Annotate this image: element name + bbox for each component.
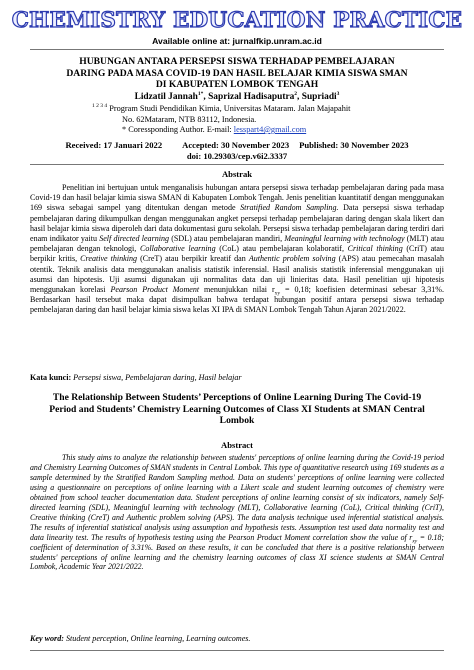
affiliation-address: No. 62Mataram, NTB 83112, Indonesia. [122, 114, 257, 124]
abstrak-body: Penelitian ini bertujuan untuk menganalisis hubungan antara persepsi siswa terhadap pembelajaran daring pada masa Covid-19 dan hasil belajar kimia siswa SMAN di Kabupaten Lombok Tengah. Jenis penelitian kuantitatif dengan menggunakan 169 siswa sebagai sampel yang ditentukan dengan metode Stratified Random Sampling. Data persepsi siswa terhadap pembelajaran daring dikumpulkan dengan menggunakan angket persepsi terhadap pembelajaran daring dengan skala likert dan hasil belajar kimia siswa diperoleh dari data dokumentasi guru sekolah. Persepsi siswa terhadap pembelajaran daring terdiri dari enam indikator yaitu Self directed learning (SDL) atau pembelajaran mandiri, Meaningful learning with technology (MLT) atau pembelajaran dengan teknologi, Collaborative learning (CoL) atau pembelajaran kolaboratif, Critical thinking (CriT) atau berpikir kritis, Creative thinking (CreT) atau berpikir kreatif dan Authentic problem solving (APS) atau pemecahan masalah otentik. Teknik analisis data menggunakan analisis statistik inferensial. Hasil analisis statistik inferensial menggunakan uji asumsi dan hipotesis. Uji asumsi digunakan uji normalitas data dan uji linieritas data. Hasil penelitian uji hipotesis menggunakan korelasi Pearson Product Moment menunjukkan nilai $r_{xy} = 0,18$; koefisien determinasi sebesar 3,31%. Berdasarkan hasil tersebut maka dapat disimpulkan bahwa terdapat hubungan positif antara persepsi siswa terhadap pembelajaran daring dan hasil belajar kimia siswa kelas XI IPA di SMAN Lombok Tengah Tahun Ajaran 2021/2022. [30, 183, 445, 315]
author-name: Saprizal Hadisaputra [208, 92, 295, 102]
keywords [30, 634, 444, 643]
keyword-label: Key word: [30, 634, 64, 643]
article-title-english: The Relationship Between Students’ Perceptions of Online Learning During The Covid-19 Period and Students’ Chemistry Learning Outcomes of Class XI Students at SMAN Central Lombok [49, 392, 425, 427]
author-list [0, 92, 474, 102]
bottom-divider [30, 650, 444, 651]
affiliation-block [92, 104, 392, 136]
author-separator: , [297, 92, 302, 102]
kata-kunci-label: Kata kunci: [30, 373, 72, 382]
corresponding-author-line [92, 125, 392, 136]
author-name: Lidzatil Jannah [134, 92, 198, 102]
abstrak-heading: Abstrak [221, 169, 253, 179]
email-link[interactable]: lesspart4@gmail.com [233, 125, 307, 134]
article-dates [0, 140, 474, 162]
journal-title: CHEMISTRY EDUCATION PRACTICE [11, 8, 463, 33]
email-label: * Coressponding Author. E-mail: [122, 125, 234, 134]
author-affiliation-mark: 3 [336, 90, 340, 97]
affiliation-text: Program Studi Pendidikan Kimia, Universitas Mataram. Jalan Majapahit [107, 104, 351, 113]
accepted-date: Accepted: 30 November 2023 [182, 140, 290, 150]
kata-kunci-text: Persepsi siswa, Pembelajaran daring, Hasil belajar [71, 373, 242, 382]
middle-divider [30, 164, 444, 165]
author-name: Supriadi [301, 92, 337, 102]
received-date: Received: 17 Januari 2022 [65, 140, 163, 150]
author-separator: , [203, 92, 209, 102]
author-affiliation-mark: 2 [294, 90, 298, 97]
abstract-heading: Abstract [221, 440, 253, 450]
available-online-text: Available online at: jurnalfkip.unram.ac.id [152, 36, 322, 46]
top-divider [30, 49, 444, 50]
doi[interactable]: doi: 10.29303/cep.v6i2.3337 [186, 151, 288, 161]
kata-kunci [30, 373, 444, 382]
affiliation-mark: 1 2 3 4 [92, 103, 108, 110]
affiliation-line [92, 104, 392, 115]
abstract-body: This study aims to analyze the relationship between students' perceptions of online learning during the Covid-19 period and Chemistry Learning Outcomes of SMAN students in Central Lombok. This type of quantitative research using 169 students as a sample determined by the Stratified Random Sampling method. Data on students' perceptions of online learning were collected using a questionnaire on perceptions of online learning with a Likert scale and student learning outcomes of chemistry were obtained from school teacher documentation data. Student perceptions of online learning consist of six indicators, namely Self-directed learning (SDL), Meaningful learning with technology (MLT), Collaborative learning (CoL), Critical thinking (CriT), Creative thinking (CreT) and Authentic problem solving (APS). The data analysis technique used inferential statistical analysis. The results of inferential statistical analysis using assumption and hypothesis tests. Assumption test used data normality test and data linearity test. The results of hypothesis testing using the Pearson Product Moment correlation show the value of $r_{xy} = 0.18$; coefficient of determination of 3.31%. Based on these results, it can be concluded that there is a positive relationship between students' perceptions of online learning and the chemistry learning outcomes of class XI science students at SMAN Central Lombok, Academic Year 2021/2022. [30, 453, 444, 572]
published-date: Published: 30 November 2023 [299, 140, 409, 150]
article-title-indonesian: HUBUNGAN ANTARA PERSEPSI SISWA TERHADAP PEMBELAJARAN DARING PADA MASA COVID-19 DAN HASIL BELAJAR KIMIA SISWA SMAN DI KABUPATEN LOMBOK TENGAH [66, 56, 408, 91]
author-affiliation-mark: 1* [197, 90, 204, 97]
keyword-text: Student perception, Online learning, Learning outcomes. [63, 634, 251, 643]
